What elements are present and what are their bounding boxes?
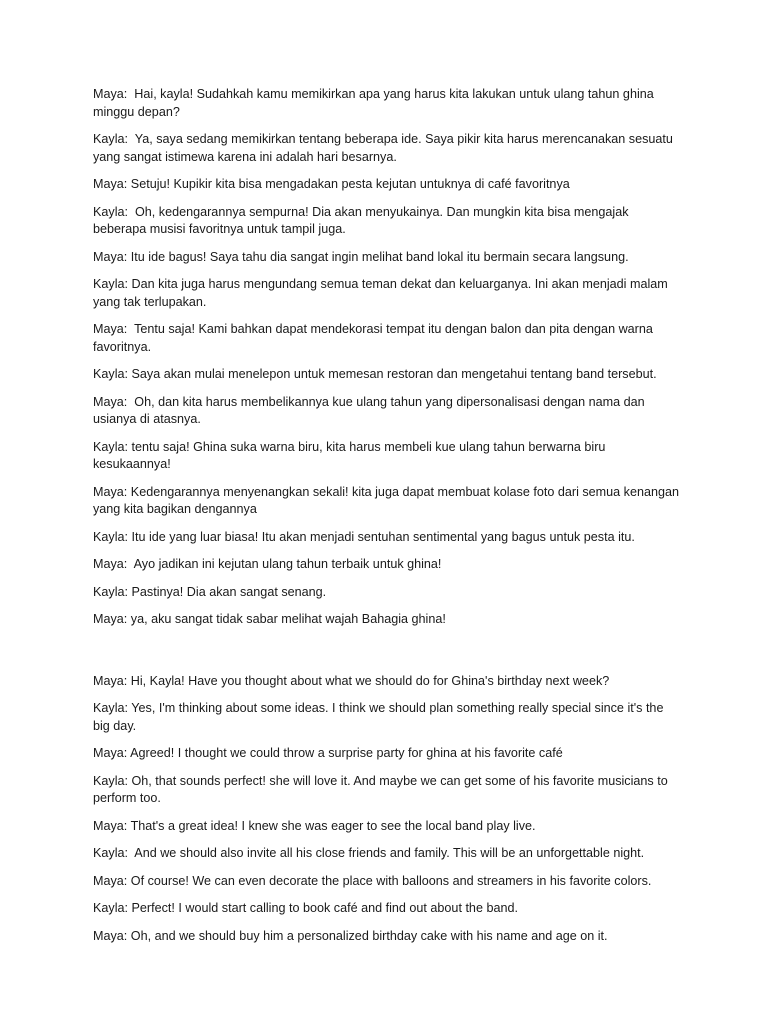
dialogue-line: Kayla: Saya akan mulai menelepon untuk memesan restoran dan mengetahui tentang band tersebut. [93,367,657,381]
dialogue-line: Maya: Of course! We can even decorate the place with balloons and streamers in his favorite colors. [93,873,652,888]
dialogue-line: Kayla: tentu saja! Ghina suka warna biru, kita harus membeli kue ulang tahun berwarna biru kesukaannya! [93,439,609,471]
dialogue-line: Kayla: Dan kita juga harus mengundang semua teman dekat dan keluarganya. Ini akan menjadi malam yang tak terlupakan. [93,277,672,309]
english-dialogue [93,673,683,946]
dialogue-line: Maya: ya, aku sangat tidak sabar melihat wajah Bahagia ghina! [93,612,446,626]
dialogue-line: Kayla: Perfect! I would start calling to book café and find out about the band. [93,901,518,915]
dialogue-line: Maya: Tentu saja! Kami bahkan dapat mendekorasi tempat itu dengan balon dan pita dengan warna favoritnya. [93,322,657,354]
dialogue-line: Kayla: Ya, saya sedang memikirkan tentang beberapa ide. Saya pikir kita harus merencanakan sesuatu yang sangat istimewa karena ini adalah hari besarnya. [93,132,677,164]
dialogue-line: Maya: Hai, kayla! Sudahkah kamu memikirkan apa yang harus kita lakukan untuk ulang tahun ghina minggu depan? [93,87,658,119]
dialogue-line: Maya: Ayo jadikan ini kejutan ulang tahun terbaik untuk ghina! [93,557,442,571]
dialogue-line: Maya: Agreed! I thought we could throw a surprise party for ghina at his favorite café [93,746,563,760]
dialogue-line: Kayla: Itu ide yang luar biasa! Itu akan menjadi sentuhan sentimental yang bagus untuk pesta itu. [93,529,635,544]
document-page [93,86,683,955]
dialogue-line: Kayla: Oh, kedengarannya sempurna! Dia akan menyukainya. Dan mungkin kita bisa mengajak beberapa musisi favoritnya untuk tampil juga. [93,204,633,236]
dialogue-line: Kayla: Pastinya! Dia akan sangat senang. [93,584,327,599]
dialogue-line: Maya: Kedengarannya menyenangkan sekali! kita juga dapat membuat kolase foto dari semua kenangan yang kita bagikan dengannya [93,484,683,516]
dialogue-line: Kayla: Yes, I'm thinking about some ideas. I think we should plan something really special since it's the big day. [93,701,667,733]
dialogue-line: Maya: Oh, dan kita harus membelikannya kue ulang tahun yang dipersonalisasi dengan nama dan usianya di atasnya. [93,394,649,426]
dialogue-line: Maya: Oh, and we should buy him a personalized birthday cake with his name and age on it. [93,928,608,943]
indonesian-dialogue [93,86,683,629]
dialogue-line: Kayla: And we should also invite all his close friends and family. This will be an unforgettable night. [93,846,645,860]
dialogue-line: Maya: Hi, Kayla! Have you thought about what we should do for Ghina's birthday next week? [93,673,610,688]
section-spacer [93,639,683,673]
dialogue-line: Maya: That's a great idea! I knew she was eager to see the local band play live. [93,818,536,833]
dialogue-line: Maya: Itu ide bagus! Saya tahu dia sangat ingin melihat band lokal itu bermain secara langsung. [93,249,629,264]
dialogue-line: Maya: Setuju! Kupikir kita bisa mengadakan pesta kejutan untuknya di café favoritnya [93,177,570,191]
dialogue-line: Kayla: Oh, that sounds perfect! she will love it. And maybe we can get some of his favorite musicians to perform too. [93,773,672,805]
